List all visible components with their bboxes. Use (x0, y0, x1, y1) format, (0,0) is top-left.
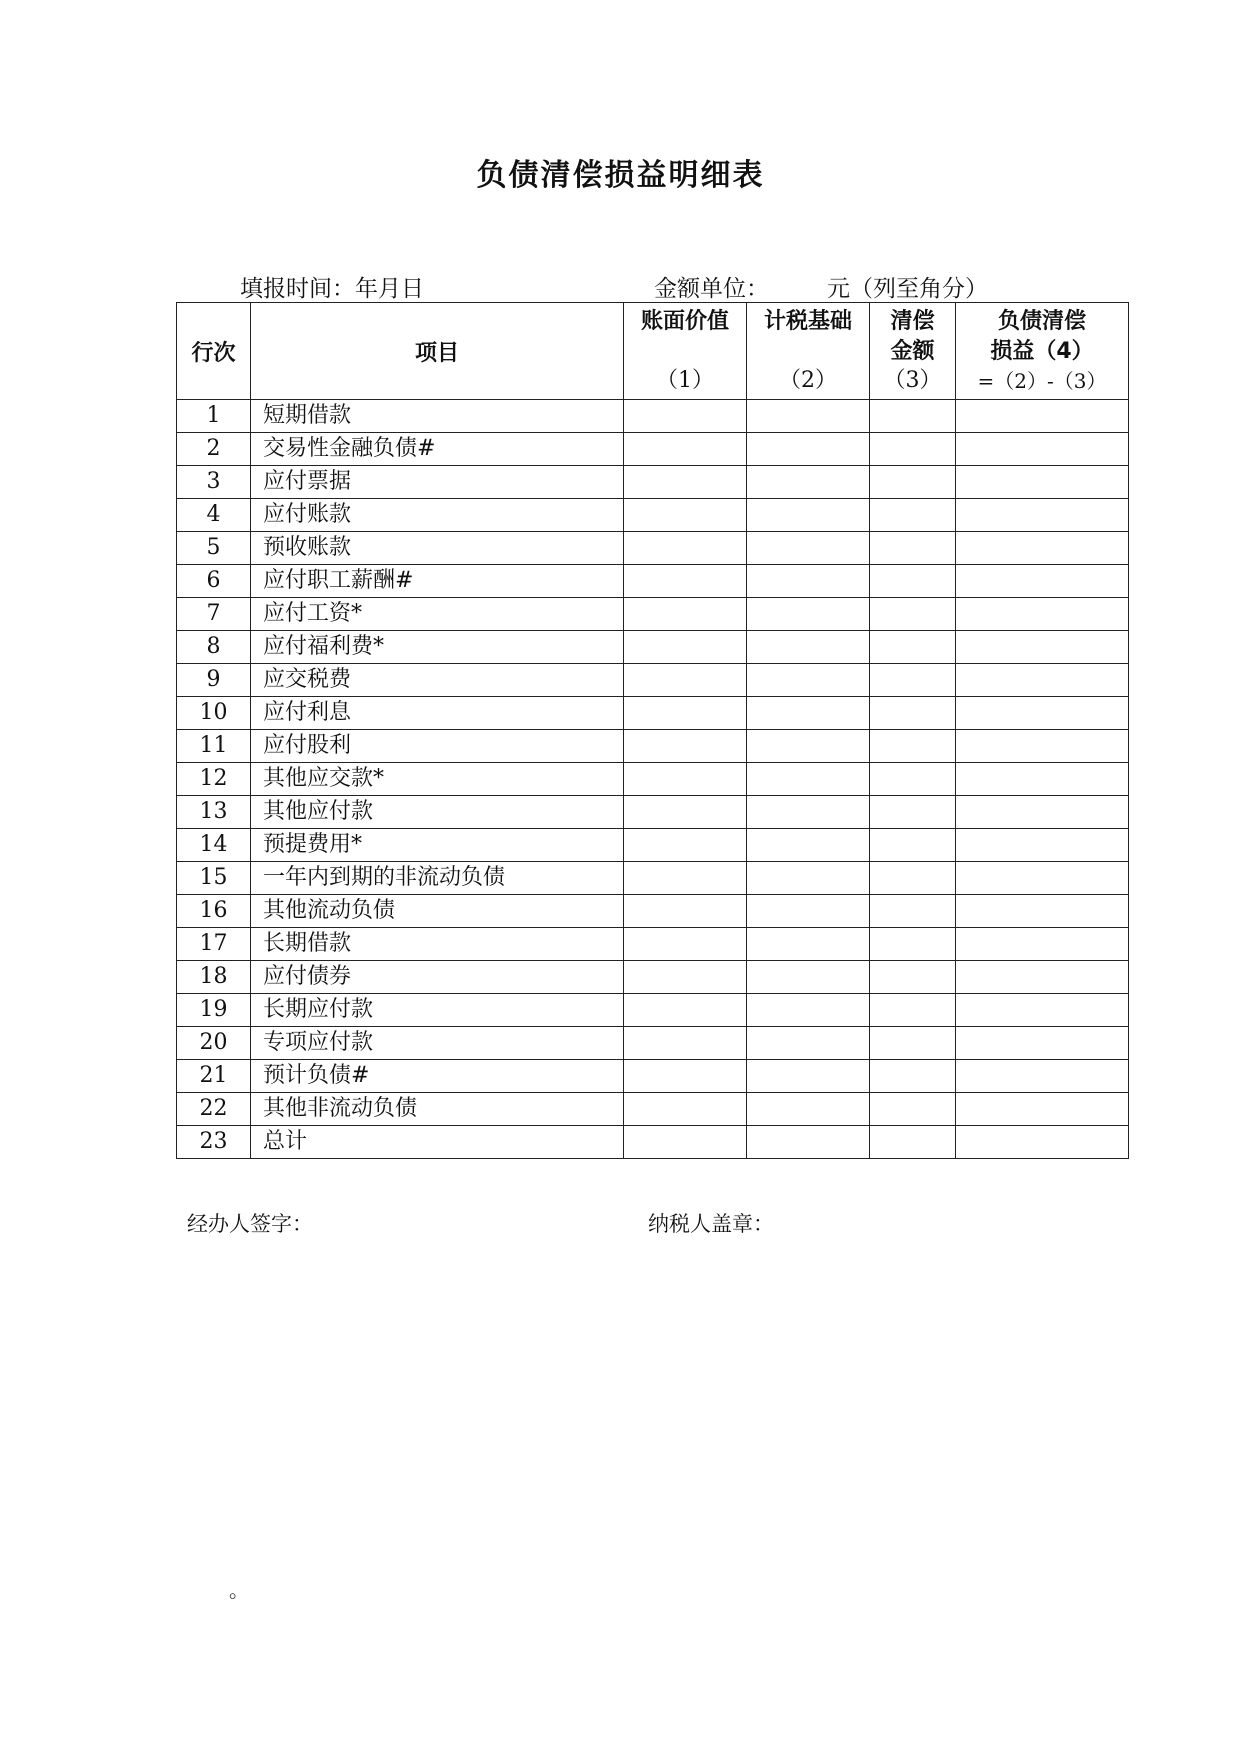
tax-base-cell[interactable] (747, 1126, 870, 1159)
settle-amount-cell[interactable] (870, 928, 956, 961)
settle-amount-cell[interactable] (870, 565, 956, 598)
tax-base-cell[interactable] (747, 928, 870, 961)
gain-loss-cell[interactable] (956, 928, 1129, 961)
row-number: 3 (177, 466, 251, 499)
gain-loss-cell[interactable] (956, 631, 1129, 664)
gain-loss-cell[interactable] (956, 565, 1129, 598)
tax-base-cell[interactable] (747, 499, 870, 532)
gain-loss-cell[interactable] (956, 1093, 1129, 1126)
gain-loss-cell[interactable] (956, 1027, 1129, 1060)
table-row (177, 763, 1129, 796)
settle-amount-cell[interactable] (870, 895, 956, 928)
header-settle-amount-line1: 清偿 (890, 309, 935, 334)
amount-unit (654, 270, 988, 303)
gain-loss-cell[interactable] (956, 499, 1129, 532)
book-value-cell[interactable] (624, 961, 747, 994)
settle-amount-cell[interactable] (870, 466, 956, 499)
row-item-name: 短期借款 (251, 400, 624, 433)
settle-amount-cell[interactable] (870, 433, 956, 466)
settle-amount-cell[interactable] (870, 862, 956, 895)
book-value-cell[interactable] (624, 697, 747, 730)
row-number: 21 (177, 1060, 251, 1093)
table-row (177, 961, 1129, 994)
book-value-cell[interactable] (624, 895, 747, 928)
table-row (177, 433, 1129, 466)
table-row (177, 829, 1129, 862)
settle-amount-cell[interactable] (870, 598, 956, 631)
gain-loss-cell[interactable] (956, 796, 1129, 829)
header-tax-base-label: 计税基础 (763, 309, 852, 334)
amount-unit-label: 金额单位： (654, 276, 769, 302)
tax-base-cell[interactable] (747, 466, 870, 499)
settle-amount-cell[interactable] (870, 796, 956, 829)
row-number: 4 (177, 499, 251, 532)
taxpayer-seal-label: 纳税人盖章： (648, 1212, 774, 1236)
row-item-name: 一年内到期的非流动负债 (251, 862, 624, 895)
settle-amount-cell[interactable] (870, 664, 956, 697)
row-number: 11 (177, 730, 251, 763)
book-value-cell[interactable] (624, 1027, 747, 1060)
row-item-name: 预收账款 (251, 532, 624, 565)
row-item-name: 其他流动负债 (251, 895, 624, 928)
tax-base-cell[interactable] (747, 895, 870, 928)
tax-base-cell[interactable] (747, 796, 870, 829)
gain-loss-cell[interactable] (956, 466, 1129, 499)
header-item: 项目 (251, 303, 624, 400)
book-value-cell[interactable] (624, 664, 747, 697)
row-number: 7 (177, 598, 251, 631)
header-gain-loss (956, 303, 1129, 400)
book-value-cell[interactable] (624, 532, 747, 565)
book-value-cell[interactable] (624, 928, 747, 961)
tax-base-cell[interactable] (747, 400, 870, 433)
settle-amount-cell[interactable] (870, 1027, 956, 1060)
row-item-name: 其他非流动负债 (251, 1093, 624, 1126)
tax-base-cell[interactable] (747, 763, 870, 796)
tax-base-cell[interactable] (747, 961, 870, 994)
book-value-cell[interactable] (624, 1126, 747, 1159)
table-row (177, 1060, 1129, 1093)
settle-amount-cell[interactable] (870, 961, 956, 994)
table-row (177, 994, 1129, 1027)
settle-amount-cell[interactable] (870, 400, 956, 433)
table-row (177, 631, 1129, 664)
row-number: 23 (177, 1126, 251, 1159)
settle-amount-cell[interactable] (870, 499, 956, 532)
settle-amount-cell[interactable] (870, 730, 956, 763)
row-item-name: 预提费用* (251, 829, 624, 862)
book-value-cell[interactable] (624, 994, 747, 1027)
table-row (177, 598, 1129, 631)
header-gain-loss-line1: 负债清偿 (997, 309, 1086, 334)
gain-loss-cell[interactable] (956, 697, 1129, 730)
header-book-value (624, 303, 747, 400)
row-item-name: 长期借款 (251, 928, 624, 961)
settle-amount-cell[interactable] (870, 1060, 956, 1093)
book-value-cell[interactable] (624, 631, 747, 664)
amount-unit-value: 元（列至角分） (827, 276, 988, 302)
row-number: 10 (177, 697, 251, 730)
row-item-name: 长期应付款 (251, 994, 624, 1027)
gain-loss-cell[interactable] (956, 829, 1129, 862)
tax-base-cell[interactable] (747, 1060, 870, 1093)
row-number: 15 (177, 862, 251, 895)
table-body (177, 400, 1129, 1159)
row-item-name: 应付债券 (251, 961, 624, 994)
page-title: 负债清偿损益明细表 (476, 158, 765, 193)
handler-signature-label: 经办人签字： (187, 1212, 313, 1236)
gain-loss-cell[interactable] (956, 730, 1129, 763)
book-value-cell[interactable] (624, 730, 747, 763)
tax-base-cell[interactable] (747, 433, 870, 466)
row-number: 9 (177, 664, 251, 697)
settle-amount-cell[interactable] (870, 1093, 956, 1126)
gain-loss-cell[interactable] (956, 433, 1129, 466)
table-row (177, 928, 1129, 961)
gain-loss-cell[interactable] (956, 598, 1129, 631)
tax-base-cell[interactable] (747, 730, 870, 763)
table-row (177, 565, 1129, 598)
header-gain-loss-line2: 损益（4） (990, 339, 1094, 364)
gain-loss-cell[interactable] (956, 1060, 1129, 1093)
table-row (177, 664, 1129, 697)
tax-base-cell[interactable] (747, 829, 870, 862)
row-item-name: 应付职工薪酬# (251, 565, 624, 598)
liability-settlement-table (176, 302, 1129, 1159)
gain-loss-cell[interactable] (956, 895, 1129, 928)
table-row (177, 499, 1129, 532)
tax-base-cell[interactable] (747, 532, 870, 565)
tax-base-cell[interactable] (747, 862, 870, 895)
header-book-value-no: （1） (656, 368, 714, 393)
row-number: 19 (177, 994, 251, 1027)
tax-base-cell[interactable] (747, 1093, 870, 1126)
row-number: 17 (177, 928, 251, 961)
tax-base-cell[interactable] (747, 664, 870, 697)
header-row (177, 303, 1129, 400)
row-item-name: 应付股利 (251, 730, 624, 763)
header-book-value-label: 账面价值 (640, 309, 729, 334)
row-item-name: 其他应付款 (251, 796, 624, 829)
book-value-cell[interactable] (624, 433, 747, 466)
tax-base-cell[interactable] (747, 697, 870, 730)
header-settle-amount (870, 303, 956, 400)
table-row (177, 532, 1129, 565)
settle-amount-cell[interactable] (870, 532, 956, 565)
book-value-cell[interactable] (624, 1060, 747, 1093)
table-row (177, 1027, 1129, 1060)
settle-amount-cell[interactable] (870, 829, 956, 862)
book-value-cell[interactable] (624, 829, 747, 862)
gain-loss-cell[interactable] (956, 1126, 1129, 1159)
row-item-name: 应交税费 (251, 664, 624, 697)
table-row (177, 730, 1129, 763)
fill-date-label: 填报时间：年月日 (240, 276, 424, 302)
row-number: 18 (177, 961, 251, 994)
header-tax-base (747, 303, 870, 400)
row-item-name: 交易性金融负债# (251, 433, 624, 466)
table-row (177, 1093, 1129, 1126)
gain-loss-cell[interactable] (956, 862, 1129, 895)
row-item-name: 应付工资* (251, 598, 624, 631)
book-value-cell[interactable] (624, 400, 747, 433)
table-row (177, 1126, 1129, 1159)
row-item-name: 应付账款 (251, 499, 624, 532)
book-value-cell[interactable] (624, 598, 747, 631)
table-row (177, 697, 1129, 730)
header-row-no: 行次 (177, 303, 251, 400)
table-row (177, 895, 1129, 928)
tax-base-cell[interactable] (747, 565, 870, 598)
row-item-name: 预计负债# (251, 1060, 624, 1093)
tax-base-cell[interactable] (747, 598, 870, 631)
settle-amount-cell[interactable] (870, 697, 956, 730)
book-value-cell[interactable] (624, 763, 747, 796)
gain-loss-cell[interactable] (956, 400, 1129, 433)
settle-amount-cell[interactable] (870, 763, 956, 796)
book-value-cell[interactable] (624, 499, 747, 532)
row-item-name: 应付利息 (251, 697, 624, 730)
row-item-name: 应付票据 (251, 466, 624, 499)
settle-amount-cell[interactable] (870, 994, 956, 1027)
trailing-mark: 。 (229, 1578, 249, 1602)
gain-loss-cell[interactable] (956, 532, 1129, 565)
header-gain-loss-formula: =（2）-（3） (977, 369, 1107, 393)
row-item-name: 总计 (251, 1126, 624, 1159)
row-number: 16 (177, 895, 251, 928)
row-number: 20 (177, 1027, 251, 1060)
row-number: 5 (177, 532, 251, 565)
row-number: 12 (177, 763, 251, 796)
row-number: 1 (177, 400, 251, 433)
table-row (177, 796, 1129, 829)
tax-base-cell[interactable] (747, 1027, 870, 1060)
table-row (177, 400, 1129, 433)
book-value-cell[interactable] (624, 466, 747, 499)
book-value-cell[interactable] (624, 565, 747, 598)
header-settle-amount-line2: 金额 (890, 339, 935, 364)
book-value-cell[interactable] (624, 796, 747, 829)
row-number: 6 (177, 565, 251, 598)
book-value-cell[interactable] (624, 862, 747, 895)
row-number: 14 (177, 829, 251, 862)
header-tax-base-no: （2） (779, 368, 837, 393)
row-item-name: 专项应付款 (251, 1027, 624, 1060)
row-number: 2 (177, 433, 251, 466)
tax-base-cell[interactable] (747, 994, 870, 1027)
table-row (177, 466, 1129, 499)
book-value-cell[interactable] (624, 1093, 747, 1126)
row-number: 22 (177, 1093, 251, 1126)
row-number: 8 (177, 631, 251, 664)
tax-base-cell[interactable] (747, 631, 870, 664)
row-number: 13 (177, 796, 251, 829)
gain-loss-cell[interactable] (956, 763, 1129, 796)
header-settle-amount-no: （3） (883, 368, 942, 393)
settle-amount-cell[interactable] (870, 1126, 956, 1159)
gain-loss-cell[interactable] (956, 961, 1129, 994)
row-item-name: 其他应交款* (251, 763, 624, 796)
gain-loss-cell[interactable] (956, 994, 1129, 1027)
table-row (177, 862, 1129, 895)
row-item-name: 应付福利费* (251, 631, 624, 664)
settle-amount-cell[interactable] (870, 631, 956, 664)
gain-loss-cell[interactable] (956, 664, 1129, 697)
